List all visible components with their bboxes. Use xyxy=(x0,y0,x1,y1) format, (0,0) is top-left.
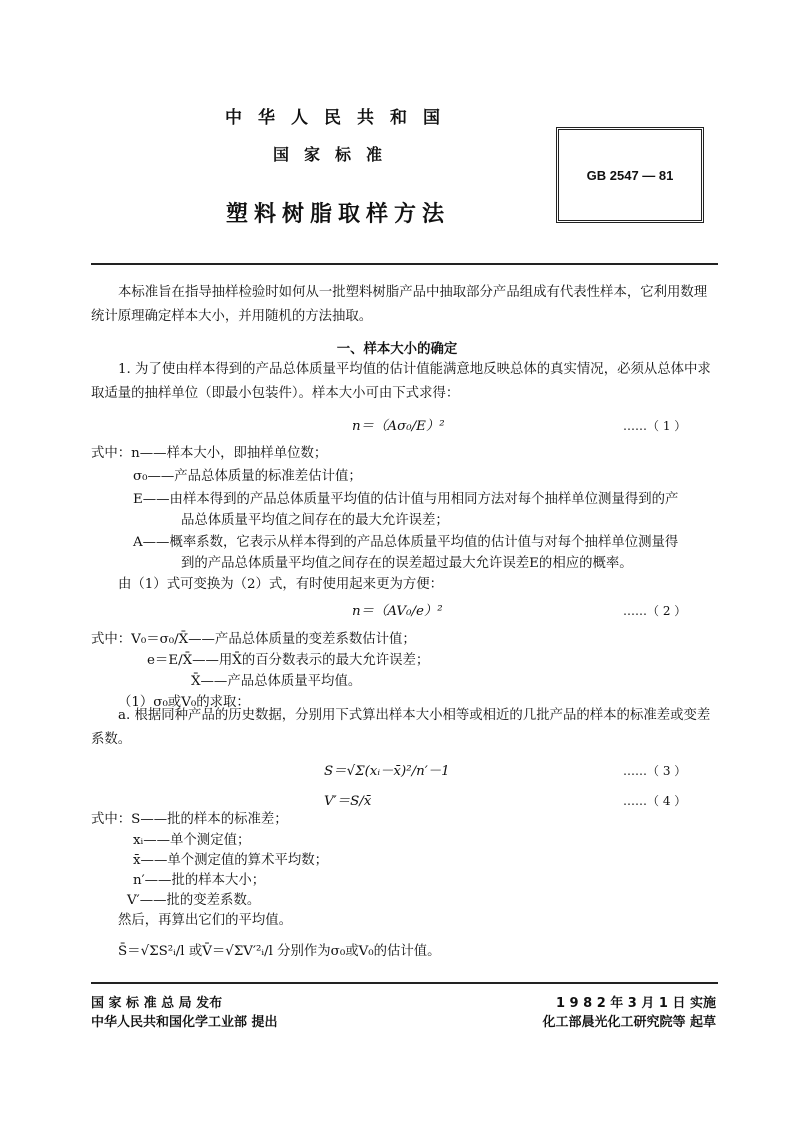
footer-drafted: 化工部晨光化工研究院等 起草 xyxy=(542,1015,716,1030)
footer-proposed: 中华人民共和国化学工业部 提出 xyxy=(91,1015,278,1030)
footer-effective: 1 9 8 2 年 3 月 1 日 实施 xyxy=(555,996,716,1011)
definition-line: 式中：n——样本大小，即抽样单位数； xyxy=(91,446,328,461)
equation-4: V′＝S/x̄ xyxy=(324,794,372,809)
definition-line: xᵢ——单个测定值； xyxy=(133,833,251,848)
definition-line: V′——批的变差系数。 xyxy=(127,893,261,908)
paragraph-1: 1. 为了使由样本得到的产品总体质量平均值的估计值能满意地反映总体的真实情况，必须从总体中求取适量的抽样单位（即最小包装件）。样本大小可由下式求得： xyxy=(91,362,711,401)
equation-1-number: ……（ 1 ） xyxy=(623,419,687,433)
definition-line: 式中：V₀＝σ₀/X̄——产品总体质量的变差系数估计值； xyxy=(91,632,416,647)
equation-1: n＝（Aσ₀/E）² xyxy=(352,419,445,434)
definition-line: e＝E/X̄——用X̄的百分数表示的最大允许误差； xyxy=(147,653,430,668)
definition-line: E——由样本得到的产品总体质量平均值的估计值与用相同方法对每个抽样单位测量得到的产 xyxy=(133,492,679,507)
header-divider xyxy=(91,263,718,265)
country-title: 中华人民共和国 xyxy=(225,108,456,128)
subsection-a: a. 根据同种产品的历史数据，分别用下式算出样本大小相等或相近的几批产品的样本的标准差或变差系数。 xyxy=(91,708,711,747)
definition-line: 到的产品总体质量平均值之间存在的误差超过最大允许误差E的相应的概率。 xyxy=(181,556,633,571)
transform-note: 由（1）式可变换为（2）式，有时使用起来更为方便： xyxy=(118,577,444,592)
subsection-1: （1）σ₀或V₀的求取： xyxy=(118,695,250,710)
equation-2-number: ……（ 2 ） xyxy=(623,604,687,618)
footer-divider xyxy=(91,982,718,984)
equation-2: n＝（AV₀/e）² xyxy=(352,604,443,619)
equation-3-number: ……（ 3 ） xyxy=(623,764,687,778)
definition-line: σ₀——产品总体质量的标准差估计值； xyxy=(133,469,362,484)
standard-code: GB 2547 — 81 xyxy=(586,168,674,183)
standard-type: 国家标准 xyxy=(273,145,398,164)
definition-line: X̄——产品总体质量平均值。 xyxy=(191,674,362,689)
section-heading: 一、样本大小的确定 xyxy=(336,342,458,357)
then-note: 然后，再算出它们的平均值。 xyxy=(118,913,293,928)
page-title: 塑料树脂取样方法 xyxy=(226,202,451,227)
definition-line: A——概率系数，它表示从样本得到的产品总体质量平均值的估计值与对每个抽样单位测量得 xyxy=(133,535,679,550)
footer-issued: 国 家 标 准 总 局 发布 xyxy=(91,996,223,1011)
intro-paragraph: 本标准旨在指导抽样检验时如何从一批塑料树脂产品中抽取部分产品组成有代表性样本，它利用数理统计原理确定样本大小，并用随机的方法抽取。 xyxy=(91,285,708,324)
definition-line: 品总体质量平均值之间存在的最大允许误差； xyxy=(181,513,449,528)
equation-3: S＝√Σ(xᵢ－x̄)²/n′－1 xyxy=(324,764,450,779)
definition-line: x̄——单个测定值的算术平均数； xyxy=(133,853,329,868)
definition-line: n′——批的样本大小； xyxy=(133,873,266,888)
equation-4-number: ……（ 4 ） xyxy=(623,794,687,808)
definition-line: 式中：S——批的样本的标准差； xyxy=(91,812,288,827)
standard-code-box xyxy=(556,127,704,223)
equation-5: S̄＝√ΣS²ᵢ/l 或V̄＝√ΣV′²ᵢ/l 分别作为σ₀或V₀的估计值。 xyxy=(118,944,441,959)
